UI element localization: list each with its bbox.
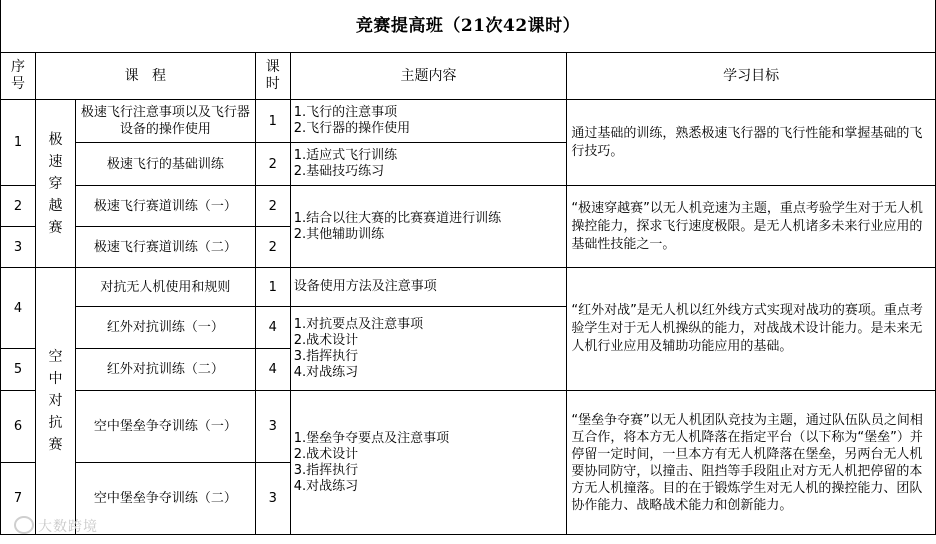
- course-hours: 1: [255, 100, 290, 143]
- row-number: 4: [1, 268, 36, 349]
- table-row: [1, 186, 936, 227]
- row-number: 7: [1, 463, 36, 535]
- watermark-logo-icon: [14, 516, 34, 534]
- topic-content: 设备使用方法及注意事项: [290, 268, 567, 307]
- course-hours: 2: [255, 227, 290, 268]
- learning-goal: “堡垒争夺赛”以无人机团队竞技为主题，通过队伍队员之间相互合作，将本方无人机降落在指定平台（以下称为“堡垒”）并停留一定时间，一旦本方有无人机降落在堡垒，另两台无人机要协同防守，以撞击、阻挡等手段阻止对方无人机把停留的本方无人机撞落。目的在于锻炼学生对无人机的操控能力、团队协作能力、战略战术能力和创新能力。: [567, 391, 936, 535]
- course-name: 空中堡垒争夺训练（一）: [75, 391, 255, 463]
- row-number: 3: [1, 227, 36, 268]
- group-name: 空 中 对 抗 赛: [35, 268, 75, 535]
- topic-content: 1.堡垒争夺要点及注意事项 2.战术设计 3.指挥执行 4.对战练习: [290, 391, 567, 535]
- page-title: 竞赛提高班（21次42课时）: [1, 0, 936, 53]
- row-number: 5: [1, 349, 36, 391]
- course-hours: 4: [255, 349, 290, 391]
- table-row: [1, 268, 936, 307]
- course-hours: 3: [255, 463, 290, 535]
- course-hours: 2: [255, 186, 290, 227]
- topic-content: 1.适应式飞行训练 2.基础技巧练习: [290, 143, 567, 186]
- course-name: 红外对抗训练（二）: [75, 349, 255, 391]
- course-name: 极速飞行的基础训练: [75, 143, 255, 186]
- topic-content: 1.结合以往大赛的比赛赛道进行训练 2.其他辅助训练: [290, 186, 567, 268]
- topic-content: 1.飞行的注意事项 2.飞行器的操作使用: [290, 100, 567, 143]
- course-name: 极速飞行赛道训练（一）: [75, 186, 255, 227]
- header-course: 课 程: [35, 53, 255, 100]
- header-goal: 学习目标: [567, 53, 936, 100]
- table-row: [1, 391, 936, 463]
- course-name: 极速飞行注意事项以及飞行器设备的操作使用: [75, 100, 255, 143]
- course-hours: 2: [255, 143, 290, 186]
- course-name: 对抗无人机使用和规则: [75, 268, 255, 307]
- header-topic: 主题内容: [290, 53, 567, 100]
- course-name: 空中堡垒争夺训练（二）: [75, 463, 255, 535]
- header-row: [1, 53, 936, 100]
- learning-goal: 通过基础的训练，熟悉极速飞行器的飞行性能和掌握基础的飞行技巧。: [567, 100, 936, 186]
- course-name: 极速飞行赛道训练（二）: [75, 227, 255, 268]
- course-name: 红外对抗训练（一）: [75, 307, 255, 349]
- learning-goal: “极速穿越赛”以无人机竞速为主题，重点考验学生对于无人机操控能力，探求飞行速度极限。是无人机诸多未来行业应用的基础性技能之一。: [567, 186, 936, 268]
- row-number: 6: [1, 391, 36, 463]
- row-number: 2: [1, 186, 36, 227]
- header-seq: 序 号: [1, 53, 36, 100]
- header-hours: 课 时: [255, 53, 290, 100]
- course-hours: 1: [255, 268, 290, 307]
- learning-goal: “红外对战”是无人机以红外线方式实现对战功的赛项。重点考验学生对于无人机操纵的能力，对战战术设计能力。是未来无人机行业应用及辅助功能应用的基础。: [567, 268, 936, 391]
- group-name: 极 速 穿 越 赛: [35, 100, 75, 268]
- row-number: 1: [1, 100, 36, 186]
- topic-content: 1.对抗要点及注意事项 2.战术设计 3.指挥执行 4.对战练习: [290, 307, 567, 391]
- course-hours: 4: [255, 307, 290, 349]
- watermark: 大数跨境: [14, 516, 98, 536]
- course-hours: 3: [255, 391, 290, 463]
- table-row: [1, 100, 936, 143]
